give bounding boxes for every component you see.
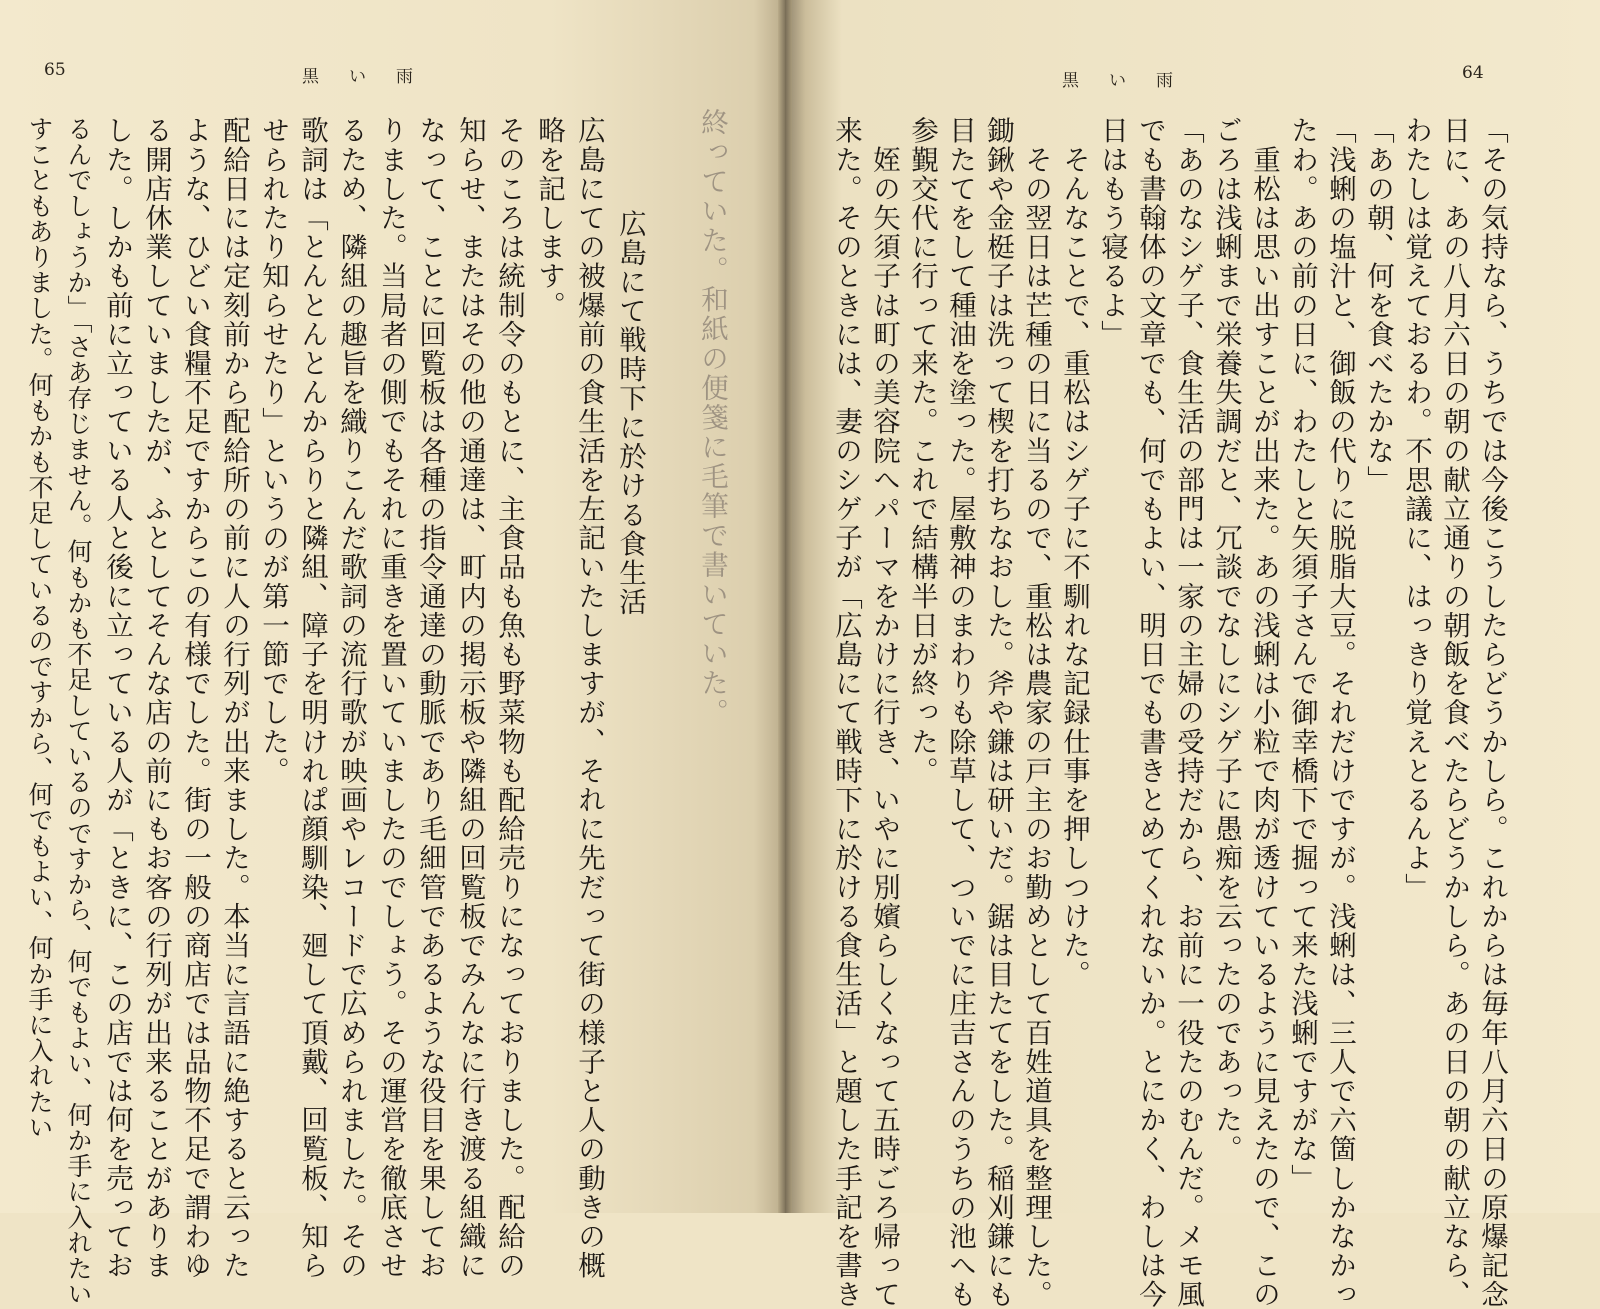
text-column: 目たてをして種油を塗った。屋敷神のまわりも除草して、ついでに庄吉さんのうちの池へも <box>944 116 976 1309</box>
book-spine <box>778 0 792 1213</box>
text-column: りました。当局者の側でもそれに重きを置いていましたのでしょう。その運営を徹底させ <box>375 116 407 1280</box>
text-column: 終っていた。和紙の便箋に毛筆で書いていた。 <box>696 108 728 728</box>
text-column: 姪の矢須子は町の美容院へパーマをかけに行き、いやに別嬪らしくなって五時ごろ帰って <box>868 116 900 1309</box>
text-column: 「あの朝、何を食べたかな」 <box>1362 116 1394 495</box>
text-column: 鋤鍬や金梃子は洗って楔を打ちなおした。斧や鎌は研いだ。鋸は目たてをした。稲刈鎌にも <box>982 116 1014 1309</box>
page-number-left: 65 <box>44 60 66 80</box>
text-column: 略を記します。 <box>533 116 565 320</box>
text-column: なって、ことに回覧板は各種の指令通達の動脈であり毛細管であるような役目を果してお <box>414 116 446 1280</box>
text-column: 歌詞は「とんとんとんからりと隣組、障子を明けれぱ顔馴染、廻して頂戴、回覧板、知ら <box>296 116 328 1280</box>
text-column: 「浅蜊の塩汁と、御飯の代りに脱脂大豆。それだけですが。浅蜊は、三人で六箇しかなかっ <box>1324 116 1356 1309</box>
running-title-right: 黒い雨 <box>1062 71 1203 91</box>
text-column: ごろは浅蜊まで栄養失調だと、冗談でなしにシゲ子に愚痴を云ったのであった。 <box>1210 116 1242 1164</box>
text-column: るんでしょうか」「さあ存じません。何もかも不足しているのですから、何でもよい、何か手に入れたい <box>64 116 93 1307</box>
text-column: 配給日には定刻前から配給所の前に人の行列が出来ました。本当に言語に絶すると云った <box>218 116 250 1280</box>
text-column: 日に、あの八月六日の朝の献立通りの朝飯を食べたらどうかしら。あの日の朝の献立なら、 <box>1438 116 1470 1309</box>
text-column: でも書翰体の文章でも、何でもよい、明日でも書きとめてくれないか。とにかく、わしは今 <box>1134 116 1166 1309</box>
text-column: わたしは覚えておるわ。不思議に、はっきり覚えとるんよ」 <box>1400 116 1432 902</box>
text-column: そんなことで、重松はシゲ子に不馴れな記録仕事を押しつけた。 <box>1058 116 1090 989</box>
text-column: 広島にての被爆前の食生活を左記いたしますが、それに先だって街の様子と人の動きの概 <box>573 116 605 1280</box>
text-column: 「あのなシゲ子、食生活の部門は一家の主婦の受持だから、お前に一役たのむんだ。メモ風 <box>1172 116 1204 1309</box>
text-column: たわ。あの前の日に、わたしと矢須子さんで御幸橋下で掘って来た浅蜊ですがな」 <box>1286 116 1318 1193</box>
text-column: すこともありました。何もかも不足しているのですから、何でもよい、何か手に入れたい <box>25 116 54 1140</box>
text-column: そのころは統制令のもとに、主食品も魚も野菜物も配給売りになっておりました。配給の <box>493 116 525 1280</box>
text-column: せられたり知らせたり」というのが第一節でした。 <box>257 116 289 786</box>
page-number-right: 64 <box>1462 63 1484 83</box>
text-column: 参覲交代に行って来た。これで結構半日が終った。 <box>906 116 938 786</box>
text-column: 日はもう寝るよ」 <box>1096 116 1128 349</box>
text-column: その翌日は芒種の日に当るので、重松は農家の戸主のお勤めとして百姓道具を整理した。 <box>1020 116 1052 1309</box>
text-column: 重松は思い出すことが出来た。あの浅蜊は小粒で肉が透けているように見えたので、この <box>1248 116 1280 1309</box>
text-column: 「その気持なら、うちでは今後こうしたらどうかしら。これからは毎年八月六日の原爆記念 <box>1476 116 1508 1309</box>
text-column: る開店休業していましたが、ふとしてそんな店の前にもお客の行列が出来ることがありま <box>140 116 172 1280</box>
text-column: した。しかも前に立っている人と後に立っている人が「ときに、この店では何を売ってお <box>101 116 133 1280</box>
text-column: 知らせ、またはその他の通達は、町内の掲示板や隣組の回覧板でみんなに行き渡る組織に <box>454 116 486 1280</box>
text-column: ような、ひどい食糧不足ですからこの有様でした。街の一般の商店では品物不足で謂わゆ <box>179 116 211 1280</box>
section-heading: 広島にて戦時下に於ける食生活 <box>614 180 646 617</box>
text-column: 来た。そのときには、妻のシゲ子が「広島にて戦時下に於ける食生活」と題した手記を書き <box>830 116 862 1309</box>
running-title-left: 黒い雨 <box>302 67 443 87</box>
text-column: るため、隣組の趣旨を織りこんだ歌詞の流行歌が映画やレコードで広められました。その <box>335 116 367 1280</box>
